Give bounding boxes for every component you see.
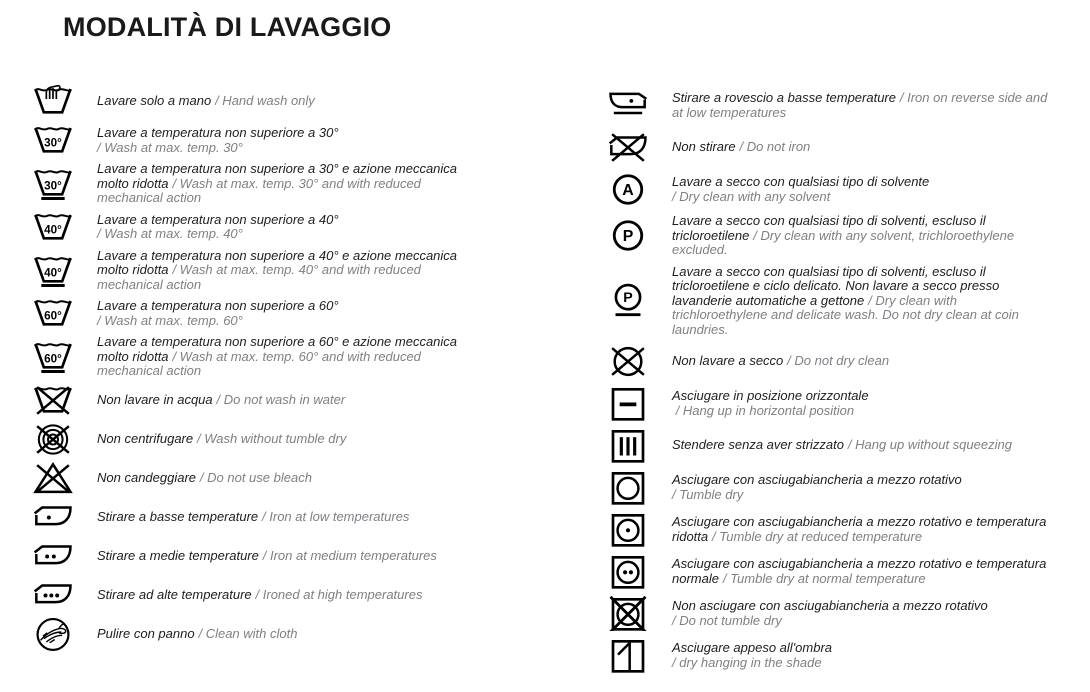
italian-label: Asciugare con asciugabiancheria a mezzo rotativo <box>672 472 962 487</box>
do-not-tumble-dry-icon <box>608 596 648 631</box>
english-label: / Wash without tumble dry <box>197 430 347 446</box>
care-text <box>97 588 470 603</box>
english-label: / Hand wash only <box>215 93 315 109</box>
dry-flat-icon <box>608 386 648 421</box>
tumble-dry-icon <box>608 470 648 505</box>
italian-label: Lavare a temperatura non superiore a 40° e azione meccanica molto ridotta <box>97 247 458 277</box>
english-label: / Do not dry clean <box>787 353 890 369</box>
svg-text:P: P <box>622 228 634 246</box>
italian-label: Asciugare con asciugabiancheria a mezzo rotativo e temperatura ridotta <box>672 514 1047 544</box>
english-label: / dry hanging in the shade <box>672 654 822 670</box>
item-dry-clean-any-solvent <box>608 172 1054 207</box>
item-tumble-dry-reduced <box>608 512 1054 547</box>
item-wash-30-reduced <box>33 162 470 206</box>
italian-label: Non stirare <box>672 139 736 155</box>
english-label: / Wash at max. temp. 60° <box>97 312 243 328</box>
svg-text:A: A <box>622 181 634 199</box>
english-label: / Do not tumble dry <box>672 612 782 628</box>
drip-dry-icon <box>608 428 648 463</box>
italian-label: Lavare a secco con qualsiasi tipo di solventi, escluso il tricloroetilene e ciclo delicato. Non lavare a secco presso lavanderie automatiche a gettone <box>672 263 1000 308</box>
care-text <box>672 354 1054 369</box>
care-text <box>97 335 470 379</box>
italian-label: Stirare ad alte temperature <box>97 586 252 602</box>
do-not-dry-clean-icon <box>608 344 648 379</box>
hand-wash-icon <box>33 84 73 119</box>
dry-clean-any-solvent-icon <box>608 172 648 207</box>
item-drip-dry <box>608 428 1054 463</box>
italian-label: Non lavare a secco <box>672 353 784 369</box>
do-not-bleach-icon <box>33 461 73 496</box>
item-iron-reverse-low <box>608 88 1054 123</box>
item-do-not-tumble-dry <box>608 596 1054 631</box>
english-label: / Hang up without squeezing <box>847 437 1012 453</box>
english-label: / Do not wash in water <box>216 391 346 407</box>
item-tumble-dry-normal <box>608 554 1054 589</box>
english-label: / Wash at max. temp. 30° <box>97 139 243 155</box>
do-not-wash-icon <box>33 383 73 418</box>
care-text <box>97 510 470 525</box>
care-text <box>672 438 1054 453</box>
do-not-spin-icon <box>33 422 73 457</box>
italian-label: Non lavare in acqua <box>97 391 213 407</box>
english-label: / Ironed at high temperatures <box>255 586 423 602</box>
italian-label: Stirare a rovescio a basse temperature <box>672 90 896 105</box>
english-label: / Tumble dry <box>672 486 744 502</box>
wash-60-reduced-icon <box>33 339 73 374</box>
care-text <box>97 432 470 447</box>
item-wash-40-reduced <box>33 249 470 293</box>
italian-label: Lavare a secco con qualsiasi tipo di solvente <box>672 174 930 189</box>
care-text <box>97 94 470 109</box>
care-text <box>672 389 1054 418</box>
tumble-dry-reduced-icon <box>608 512 648 547</box>
tumble-dry-normal-icon <box>608 554 648 589</box>
item-dry-clean-p-delicate <box>608 265 1054 338</box>
italian-label: Lavare a temperatura non superiore a 30° e azione meccanica molto ridotta <box>97 161 458 191</box>
italian-label: Stendere senza aver strizzato <box>672 437 844 453</box>
page-title: MODALITÀ DI LAVAGGIO <box>63 12 392 42</box>
care-text <box>97 627 470 642</box>
care-text <box>97 213 470 242</box>
item-dry-flat <box>608 386 1054 421</box>
iron-low-icon <box>33 500 73 535</box>
svg-text:30°: 30° <box>44 179 62 193</box>
english-label: / Hang up in horizontal position <box>672 402 855 418</box>
care-text <box>97 126 470 155</box>
italian-label: Lavare a temperatura non superiore a 60° e azione meccanica molto ridotta <box>97 334 458 364</box>
wash-40-reduced-icon <box>33 253 73 288</box>
italian-label: Pulire con panno <box>97 625 195 641</box>
item-iron-low <box>33 500 470 535</box>
italian-label: Stirare a basse temperature <box>97 508 259 524</box>
item-dry-clean-p <box>608 214 1054 258</box>
care-text <box>97 299 470 328</box>
care-text <box>672 641 1054 670</box>
care-text <box>97 249 470 293</box>
item-wash-60 <box>33 296 470 331</box>
svg-text:40°: 40° <box>44 222 62 236</box>
italian-label: Non asciugare con asciugabiancheria a mezzo rotativo <box>672 598 988 613</box>
care-text <box>672 214 1054 258</box>
item-do-not-spin <box>33 422 470 457</box>
care-text <box>97 393 470 408</box>
iron-medium-icon <box>33 539 73 574</box>
item-iron-high <box>33 578 470 613</box>
italian-label: Asciugare in posizione orizzontale <box>672 388 869 403</box>
care-text <box>672 515 1054 544</box>
wash-40-icon <box>33 210 73 245</box>
english-label: / Iron at low temperatures <box>262 508 410 524</box>
item-wash-60-reduced <box>33 335 470 379</box>
item-iron-medium <box>33 539 470 574</box>
italian-label: Stirare a medie temperature <box>97 547 259 563</box>
english-label: / Dry clean with any solvent, trichloroethylene excluded. <box>672 227 1015 257</box>
clean-with-cloth-icon <box>33 617 73 652</box>
do-not-iron-icon <box>608 130 648 165</box>
left-column <box>33 84 470 656</box>
item-do-not-dry-clean <box>608 344 1054 379</box>
english-label: / Iron at medium temperatures <box>262 547 437 563</box>
italian-label: Lavare a temperatura non superiore a 30° <box>97 125 339 140</box>
english-label: / Tumble dry at reduced temperature <box>712 528 923 544</box>
english-label: / Dry clean with trichloroethylene and delicate wash. Do not dry clean at coin laundries. <box>672 292 1019 337</box>
dry-clean-p-icon <box>608 218 648 253</box>
care-text <box>672 599 1054 628</box>
english-label: / Do not iron <box>739 139 811 155</box>
care-text <box>672 175 1054 204</box>
iron-high-icon <box>33 578 73 613</box>
wash-30-reduced-icon <box>33 166 73 201</box>
italian-label: Lavare a secco con qualsiasi tipo di solventi, escluso il tricloroetilene <box>672 213 986 243</box>
italian-label: Lavare a temperatura non superiore a 60° <box>97 298 339 313</box>
english-label: / Iron on reverse side and at low temperatures <box>672 90 1048 120</box>
english-label: / Wash at max. temp. 40° and with reduced mechanical action <box>97 262 421 292</box>
english-label: / Do not use bleach <box>199 469 312 485</box>
svg-text:40°: 40° <box>44 266 62 280</box>
item-wash-30 <box>33 123 470 158</box>
svg-text:60°: 60° <box>44 309 62 323</box>
svg-text:P: P <box>623 290 633 307</box>
care-text <box>672 91 1054 120</box>
italian-label: Asciugare con asciugabiancheria a mezzo rotativo e temperatura normale <box>672 556 1047 586</box>
item-tumble-dry <box>608 470 1054 505</box>
item-do-not-iron <box>608 130 1054 165</box>
right-column <box>608 88 1054 680</box>
dry-in-shade-icon <box>608 638 648 673</box>
italian-label: Asciugare appeso all'ombra <box>672 640 833 655</box>
wash-30-icon <box>33 123 73 158</box>
svg-text:60°: 60° <box>44 352 62 366</box>
item-wash-40 <box>33 210 470 245</box>
italian-label: Non candeggiare <box>97 469 197 485</box>
svg-text:30°: 30° <box>44 136 62 150</box>
care-text <box>672 557 1054 586</box>
item-hand-wash <box>33 84 470 119</box>
english-label: / Wash at max. temp. 30° and with reduced mechanical action <box>97 175 421 205</box>
english-label: / Tumble dry at normal temperature <box>722 570 926 586</box>
care-text <box>97 162 470 206</box>
wash-60-icon <box>33 296 73 331</box>
italian-label: Lavare solo a mano <box>97 93 212 109</box>
care-text <box>672 265 1054 338</box>
english-label: / Wash at max. temp. 60° and with reduced mechanical action <box>97 348 421 378</box>
english-label: / Clean with cloth <box>198 625 298 641</box>
iron-reverse-low-icon <box>608 88 648 123</box>
care-text <box>672 140 1054 155</box>
item-clean-with-cloth <box>33 617 470 652</box>
dry-clean-p-delicate-icon <box>608 283 648 318</box>
english-label: / Wash at max. temp. 40° <box>97 226 243 241</box>
care-text <box>97 471 470 486</box>
care-text <box>672 473 1054 502</box>
item-do-not-wash <box>33 383 470 418</box>
english-label: / Dry clean with any solvent <box>672 188 831 204</box>
item-do-not-bleach <box>33 461 470 496</box>
italian-label: Non centrifugare <box>97 430 194 446</box>
care-text <box>97 549 470 564</box>
item-dry-in-shade <box>608 638 1054 673</box>
italian-label: Lavare a temperatura non superiore a 40° <box>97 211 339 227</box>
